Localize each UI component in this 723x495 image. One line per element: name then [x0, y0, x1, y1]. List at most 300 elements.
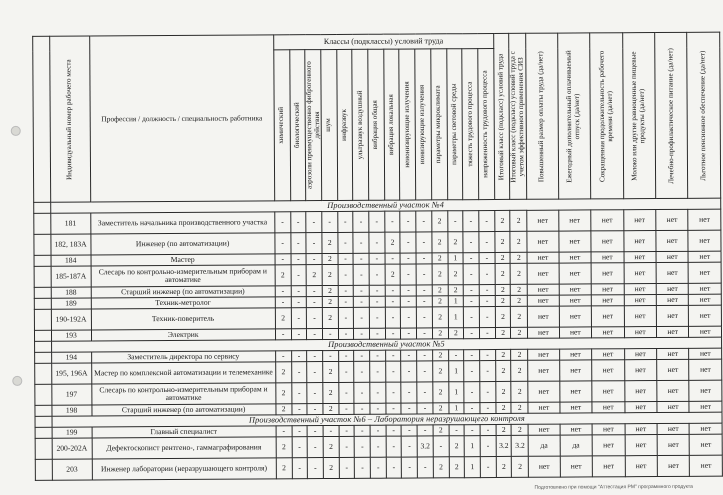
benefit-cell: нет [559, 284, 592, 295]
benefit-cell: нет [592, 424, 625, 435]
header-profession: Профессия / должность / специальность работника [89, 35, 274, 202]
final-class-siz-cell: 2 [510, 231, 527, 252]
factor-class-cell: 2 [432, 211, 448, 232]
factor-class-cell: - [402, 425, 418, 436]
table-row [35, 455, 722, 480]
factor-class-cell: 2 [322, 264, 338, 285]
benefit-cell: нет [560, 402, 593, 413]
benefit-cell: нет [657, 434, 690, 455]
profession-name: Главный специалист [92, 426, 276, 438]
final-class-siz-cell: 2 [511, 327, 528, 338]
factor-class-cell: - [275, 297, 291, 308]
factor-class-cell: - [400, 253, 416, 264]
profession-name: Техник-метролог [91, 297, 275, 309]
benefit-cell: нет [624, 360, 657, 381]
factor-class-cell: - [337, 211, 353, 232]
factor-class-cell: - [338, 232, 354, 253]
final-class-cell: 2 [496, 424, 512, 435]
factor-class-cell: 2 [322, 307, 338, 328]
benefit-cell: нет [625, 456, 658, 477]
workplace-number: 197 [52, 384, 92, 405]
factor-class-cell: - [291, 308, 307, 329]
factor-class-cell: - [401, 361, 417, 382]
factor-class-cell: - [400, 211, 416, 232]
final-class-siz-cell: 2 [511, 381, 528, 402]
factor-class-cell: - [370, 457, 386, 478]
factor-class-cell: - [275, 233, 291, 254]
factor-class-cell: - [401, 382, 417, 403]
factor-class-cell: - [369, 232, 385, 253]
final-class-siz-cell: 2 [511, 360, 528, 381]
factor-class-cell: - [339, 403, 355, 414]
factor-class-cell: - [479, 232, 495, 253]
factor-class-cell: - [401, 285, 417, 296]
factor-class-cell: - [401, 403, 417, 414]
factor-class-cell: - [354, 361, 370, 382]
workplace-number: 181 [51, 213, 91, 234]
workplace-number: 184 [51, 255, 91, 266]
factor-class-cell: - [354, 307, 370, 328]
factor-class-cell: - [402, 457, 418, 478]
factor-class-cell: - [338, 328, 354, 339]
final-class-siz-cell: 2 [511, 263, 528, 284]
factor-class-cell: - [464, 361, 480, 382]
benefit-cell: нет [559, 263, 592, 284]
benefit-cell: нет [592, 381, 625, 402]
factor-class-cell: 1 [464, 436, 480, 457]
benefit-cell: нет [559, 381, 592, 402]
factor-class-cell: - [480, 382, 496, 403]
margin-cell [35, 459, 52, 480]
factor-class-cell: - [275, 254, 291, 265]
header-factor: ионизирующие излучения [415, 49, 432, 200]
factor-class-cell: - [307, 458, 323, 479]
factor-class-cell: 2 [323, 361, 339, 382]
factor-class-cell: - [292, 437, 308, 458]
benefit-cell: нет [527, 295, 558, 306]
final-class-siz-cell: 2 [511, 306, 528, 327]
benefit-cell: нет [657, 348, 690, 359]
benefit-cell: нет [559, 295, 592, 306]
benefit-cell: нет [528, 402, 559, 413]
benefit-cell: нет [689, 401, 722, 412]
benefit-cell: нет [657, 455, 690, 476]
benefit-cell: нет [624, 306, 657, 327]
benefit-cell: нет [560, 456, 593, 477]
header-final-class: Итоговый класс (подкласс) условий труда [493, 33, 510, 199]
workplace-number: 189 [51, 298, 91, 309]
benefit-cell: нет [624, 402, 657, 413]
benefit-cell: нет [591, 210, 624, 231]
margin-cell [35, 416, 52, 427]
benefit-cell: нет [559, 306, 592, 327]
margin-cell [34, 255, 51, 266]
header-benefit: Молоко или другие равноценные пищевые продукты (да/нет) [622, 33, 655, 199]
final-class-cell: 3.2 [496, 435, 512, 456]
benefit-cell: нет [527, 231, 559, 252]
header-benefit: Ежегодный дополнительный оплачиваемый отпуск (да/нет) [557, 33, 590, 199]
factor-class-cell: 2 [448, 328, 464, 339]
header-final-class-siz: Итоговый класс (подкласс) условий труда с учетом эффективного применения СИЗ [509, 33, 527, 199]
benefit-cell: нет [689, 262, 722, 283]
factor-class-cell: - [369, 211, 385, 232]
factor-class-cell: - [463, 232, 479, 253]
factor-class-cell: 2 [276, 404, 292, 415]
header-factor: ультразвук воздушный [352, 49, 369, 200]
margin-column [33, 36, 51, 202]
factor-class-cell: 2 [276, 437, 292, 458]
final-class-siz-cell: 2 [512, 424, 529, 435]
factor-class-cell: - [275, 329, 291, 340]
benefit-cell: да [528, 435, 560, 456]
factor-class-cell: - [417, 361, 433, 382]
margin-cell [34, 202, 51, 213]
benefit-cell: нет [656, 294, 689, 305]
final-class-siz-cell: 2 [510, 252, 527, 263]
factor-class-cell: - [479, 253, 495, 264]
working-conditions-table [32, 32, 723, 481]
profession-name: Заместитель директора по сервису [91, 351, 275, 363]
benefit-cell: нет [528, 360, 560, 381]
factor-class-cell: - [353, 264, 369, 285]
benefit-cell: нет [623, 210, 656, 231]
workplace-number: 195, 196А [51, 363, 91, 384]
factor-class-cell: - [291, 286, 307, 297]
factor-class-cell: - [370, 361, 386, 382]
header-factor: параметры световой среды [446, 49, 463, 200]
benefit-cell: нет [528, 456, 560, 477]
factor-class-cell: 2 [275, 265, 291, 286]
margin-cell [35, 363, 52, 384]
factor-class-cell: - [306, 212, 322, 233]
factor-class-cell: - [291, 297, 307, 308]
benefit-cell: нет [656, 326, 689, 337]
benefit-cell: нет [689, 294, 722, 305]
punch-hole [12, 376, 22, 386]
margin-cell [34, 287, 51, 298]
factor-class-cell: - [323, 350, 339, 361]
final-class-cell: 2 [496, 381, 512, 402]
factor-class-cell: - [417, 403, 433, 414]
header-factor: неионизирующие излучения [399, 49, 416, 200]
factor-class-cell: - [370, 328, 386, 339]
benefit-cell: нет [656, 262, 689, 283]
benefit-cell: нет [592, 402, 625, 413]
benefit-cell: нет [656, 209, 689, 230]
factor-class-cell: - [354, 425, 370, 436]
factor-class-cell: 1 [448, 382, 464, 403]
benefit-cell: нет [592, 349, 625, 360]
factor-class-cell: - [479, 328, 495, 339]
final-class-cell: 2 [495, 349, 511, 360]
factor-class-cell: - [464, 382, 480, 403]
factor-class-cell: - [275, 351, 291, 362]
factor-class-cell: 2 [322, 253, 338, 264]
factor-class-cell: - [464, 425, 480, 436]
factor-class-cell: - [323, 425, 339, 436]
benefit-cell: нет [689, 326, 722, 337]
benefit-cell: нет [624, 327, 657, 338]
benefit-cell: нет [527, 263, 559, 284]
factor-class-cell: 2 [448, 285, 464, 296]
factor-class-cell: - [369, 264, 385, 285]
factor-class-cell: - [401, 264, 417, 285]
factor-class-cell: - [386, 382, 402, 403]
factor-class-cell: - [291, 362, 307, 383]
profession-name: Инженер лаборатории (неразрушающего контроля) [92, 458, 276, 480]
benefit-cell: нет [625, 435, 658, 456]
margin-cell [35, 438, 52, 459]
profession-name: Техник-поверитель [91, 308, 275, 330]
footer-note: Подготовлено при помощи "Аттестация РМ" программного продукта [534, 483, 693, 491]
factor-class-cell: - [386, 403, 402, 414]
header-factor: биологический [289, 50, 306, 201]
factor-class-cell: 2 [432, 350, 448, 361]
factor-class-cell: - [354, 285, 370, 296]
header-benefit: Сокращенная продолжительность рабочего времени (да/нет) [590, 33, 623, 199]
factor-class-cell: 2 [323, 457, 339, 478]
factor-class-cell: 2 [323, 403, 339, 414]
factor-class-cell: - [480, 403, 496, 414]
factor-class-cell: - [291, 404, 307, 415]
benefit-cell: нет [624, 263, 657, 284]
profession-name: Мастер [91, 254, 275, 266]
factor-class-cell: 2 [432, 307, 448, 328]
factor-class-cell: - [307, 351, 323, 362]
profession-name: Слесарь по контрольно-измерительным приборам и автоматике [91, 383, 275, 405]
benefit-cell: нет [624, 381, 657, 402]
factor-class-cell: 2 [322, 232, 338, 253]
factor-class-cell: - [275, 212, 291, 233]
punch-hole [11, 126, 21, 136]
header-factor: вибрация общая [368, 49, 385, 200]
factor-class-cell: - [307, 437, 323, 458]
factor-class-cell: - [370, 436, 386, 457]
benefit-cell: нет [592, 435, 625, 456]
benefit-cell: нет [527, 210, 559, 231]
factor-class-cell: - [416, 307, 432, 328]
profession-name: Слесарь по контрольно-измерительным приборам и автоматике [91, 265, 275, 287]
header-factor: напряженность трудового процесса [478, 49, 495, 200]
workplace-number: 200-202А [52, 438, 92, 459]
factor-class-cell: 2 [276, 383, 292, 404]
workplace-number: 203 [52, 459, 92, 480]
factor-class-cell: - [464, 296, 480, 307]
benefit-cell: нет [528, 306, 560, 327]
factor-class-cell: - [480, 425, 496, 436]
factor-class-cell: - [370, 350, 386, 361]
benefit-cell: нет [528, 349, 559, 360]
factor-class-cell: 2 [322, 296, 338, 307]
profession-name: Инженер (по автоматизации) [90, 233, 274, 255]
benefit-cell: нет [559, 252, 592, 263]
factor-class-cell: - [479, 296, 495, 307]
final-class-cell: 2 [495, 263, 511, 284]
factor-class-cell: 2 [449, 436, 465, 457]
margin-cell [35, 384, 52, 405]
section-title: Производственный участок №4 [50, 198, 720, 213]
margin-cell [34, 330, 51, 341]
factor-class-cell: - [400, 232, 416, 253]
factor-class-cell: - [369, 307, 385, 328]
factor-class-cell: - [417, 425, 433, 436]
final-class-siz-cell: 2 [511, 284, 528, 295]
margin-cell [35, 405, 52, 416]
factor-class-cell: - [417, 457, 433, 478]
factor-class-cell: - [464, 350, 480, 361]
benefit-cell: нет [656, 230, 689, 251]
factor-class-cell: - [291, 351, 307, 362]
factor-class-cell: - [386, 425, 402, 436]
workplace-number: 190-192А [51, 309, 91, 330]
benefit-cell: нет [592, 327, 625, 338]
factor-class-cell: - [276, 426, 292, 437]
factor-class-cell: - [480, 436, 496, 457]
benefit-cell: нет [624, 284, 657, 295]
factor-class-cell: - [307, 362, 323, 383]
benefit-cell: нет [591, 231, 624, 252]
factor-class-cell: - [292, 458, 308, 479]
factor-class-cell: 1 [448, 403, 464, 414]
benefit-cell: нет [559, 349, 592, 360]
factor-class-cell: - [385, 253, 401, 264]
final-class-cell: 2 [495, 360, 511, 381]
benefit-cell: нет [656, 283, 689, 294]
header-benefit: Лечебно-профилактическое питание (да/нет) [655, 32, 688, 198]
margin-cell [34, 213, 51, 234]
benefit-cell: нет [656, 251, 689, 262]
factor-class-cell: 2 [433, 361, 449, 382]
factor-class-cell: - [464, 403, 480, 414]
factor-class-cell: - [463, 264, 479, 285]
factor-class-cell: - [464, 328, 480, 339]
factor-class-cell: - [370, 382, 386, 403]
final-class-cell: 2 [495, 295, 511, 306]
factor-class-cell: 2 [323, 382, 339, 403]
factor-class-cell: - [275, 286, 291, 297]
document-page [4, 2, 712, 492]
benefit-cell: нет [624, 349, 657, 360]
benefit-cell: нет [528, 424, 559, 435]
factor-class-cell: - [385, 296, 401, 307]
benefit-cell: нет [560, 424, 593, 435]
profession-name: Мастер по комплексной автоматизации и телемеханике [91, 362, 275, 384]
benefit-cell: нет [623, 231, 656, 252]
factor-class-cell: 3.2 [417, 436, 433, 457]
factor-class-cell: - [322, 328, 338, 339]
factor-class-cell: - [448, 350, 464, 361]
margin-cell [34, 266, 51, 287]
workplace-number: 182, 183А [51, 234, 91, 255]
factor-class-cell: 2 [306, 265, 322, 286]
factor-class-cell: - [370, 403, 386, 414]
factor-class-cell: - [401, 307, 417, 328]
section-title: Производственный участок №5 [51, 337, 721, 352]
header-factor: вибрация локальная [384, 49, 401, 200]
factor-class-cell: - [433, 436, 449, 457]
benefit-cell: нет [689, 348, 722, 359]
benefit-cell: нет [689, 423, 722, 434]
benefit-cell: нет [592, 360, 625, 381]
benefit-cell: нет [688, 230, 721, 251]
final-class-cell: 2 [495, 210, 511, 231]
factor-class-cell: 2 [385, 264, 401, 285]
factor-class-cell: - [384, 211, 400, 232]
benefit-cell: нет [690, 455, 723, 476]
final-class-cell: 2 [495, 252, 511, 263]
header-factor: шум [321, 49, 338, 200]
factor-class-cell: 2 [433, 382, 449, 403]
profession-name: Дефектоскопист рентгено-, гаммаграфирования [92, 437, 276, 459]
factor-class-cell: - [416, 232, 432, 253]
factor-class-cell: - [463, 253, 479, 264]
factor-class-cell: - [307, 404, 323, 415]
factor-class-cell: - [417, 328, 433, 339]
benefit-cell: нет [591, 284, 624, 295]
factor-class-cell: - [463, 211, 479, 232]
factor-class-cell: - [417, 382, 433, 403]
margin-cell [34, 309, 51, 330]
factor-class-cell: 2 [276, 458, 292, 479]
factor-class-cell: - [416, 211, 432, 232]
factor-class-cell: - [480, 361, 496, 382]
workplace-number: 185-187А [51, 266, 91, 287]
benefit-cell: нет [624, 252, 657, 263]
final-class-cell: 2 [495, 306, 511, 327]
benefit-cell: нет [689, 380, 722, 401]
factor-class-cell: - [385, 350, 401, 361]
factor-class-cell: - [306, 233, 322, 254]
final-class-cell: 2 [495, 231, 511, 252]
factor-class-cell: 2 [433, 425, 449, 436]
factor-class-cell: 2 [275, 362, 291, 383]
factor-class-cell: - [385, 328, 401, 339]
benefit-cell: нет [657, 380, 690, 401]
final-class-siz-cell: 2 [512, 456, 529, 477]
factor-class-cell: - [339, 425, 355, 436]
header-factor: аэрозоли преимущественно фиброгенного действия [305, 50, 322, 201]
factor-class-cell: 2 [432, 296, 448, 307]
margin-cell [34, 234, 51, 255]
benefit-cell: нет [688, 251, 721, 262]
section-title: Производственный участок №6 – Лаборатория неразрушающего контроля [52, 412, 722, 427]
factor-class-cell: - [386, 436, 402, 457]
profession-name: Старший инженер (по автоматизации) [91, 404, 275, 416]
workplace-number: 198 [52, 405, 92, 416]
factor-class-cell: - [369, 253, 385, 264]
factor-class-cell: - [370, 425, 386, 436]
factor-class-cell: - [306, 297, 322, 308]
factor-class-cell: - [401, 296, 417, 307]
header-classes-group: Классы (подклассы) условий труда [273, 34, 493, 50]
workplace-number: 194 [51, 352, 91, 363]
factor-class-cell: - [354, 403, 370, 414]
benefit-cell: нет [527, 252, 558, 263]
header-factor: параметры микроклимата [431, 49, 448, 200]
factor-class-cell: - [449, 425, 465, 436]
benefit-cell: нет [558, 210, 591, 231]
factor-class-cell: - [417, 350, 433, 361]
benefit-cell: нет [657, 401, 690, 412]
factor-class-cell: - [292, 426, 308, 437]
factor-class-cell: - [447, 211, 463, 232]
factor-class-cell: 1 [448, 296, 464, 307]
benefit-cell: нет [624, 295, 657, 306]
benefit-cell: нет [591, 295, 624, 306]
benefit-cell: нет [559, 327, 592, 338]
factor-class-cell: - [464, 307, 480, 328]
factor-class-cell: 2 [432, 253, 448, 264]
